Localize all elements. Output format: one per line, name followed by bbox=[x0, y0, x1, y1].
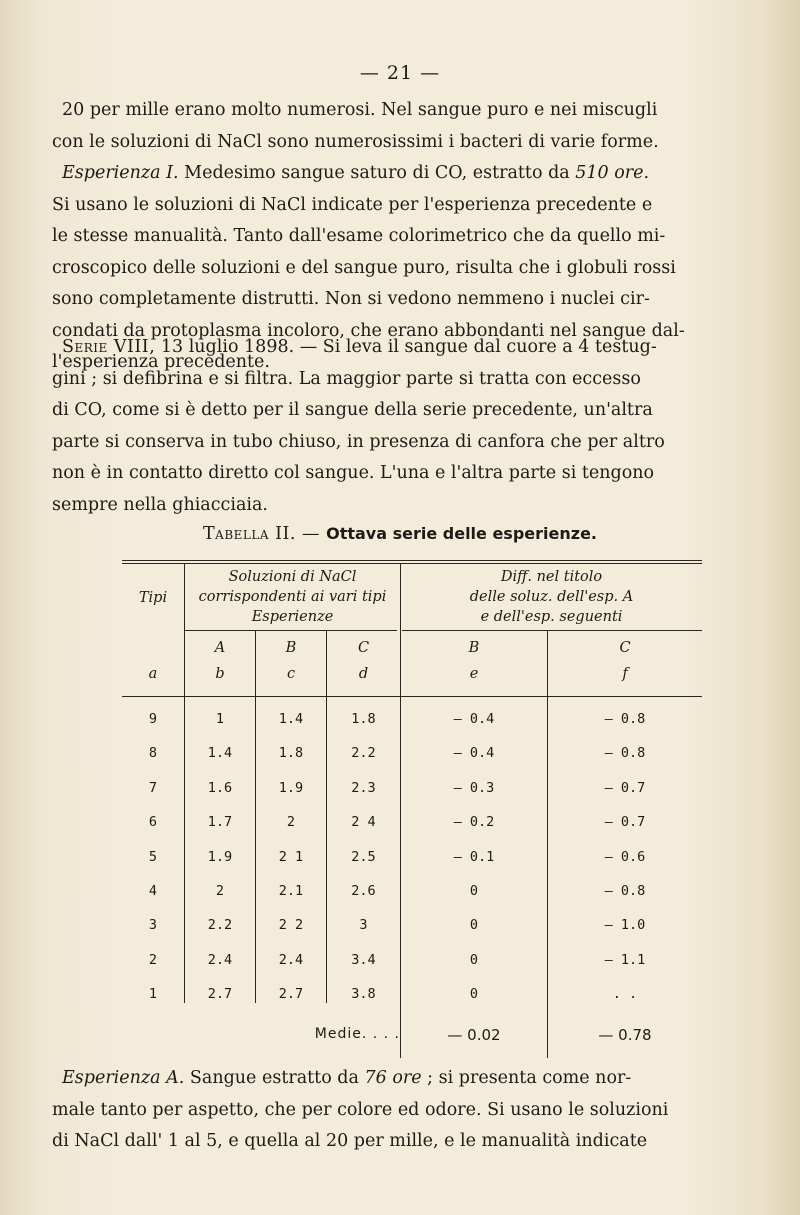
text-line: l'esperienza precedente. bbox=[52, 352, 270, 372]
series-label: Serie VIII, bbox=[62, 337, 156, 357]
table-cell-c: 2 4 bbox=[351, 814, 376, 830]
table-cell-a: 2 bbox=[215, 883, 225, 899]
header-group-solutions: Soluzioni di NaCl corrispondenti ai vari tipi Esperienze bbox=[198, 569, 387, 625]
table-cell-a: 1.7 bbox=[207, 814, 233, 830]
text-line: gini ; si defibrina e si filtra. La maggior parte si tratta con eccesso bbox=[52, 368, 641, 389]
table-cell-db: — 0.3 bbox=[453, 780, 495, 796]
table-cell-tipo: 3 bbox=[148, 917, 158, 933]
table-cell-tipo: 2 bbox=[148, 952, 158, 968]
table-cell-tipo: 7 bbox=[148, 780, 158, 796]
header-group-rule bbox=[185, 630, 397, 631]
header-tipi: Tipi bbox=[138, 590, 168, 606]
table-cell-dc: — 0.6 bbox=[604, 849, 646, 865]
column-letter: e bbox=[469, 666, 479, 682]
text-line: condati da protoplasma incoloro, che erano abbondanti nel sangue dal- bbox=[52, 320, 685, 341]
table-cell-dc: — 0.8 bbox=[604, 711, 646, 727]
text-line: parte si conserva in tubo chiuso, in presenza di canfora che per altro bbox=[52, 431, 665, 452]
text-line: croscopico delle soluzioni e del sangue puro, risulta che i globuli rossi bbox=[52, 257, 676, 278]
text-line: le stesse manualità. Tanto dall'esame colorimetrico che da quello mi- bbox=[52, 226, 666, 246]
table-cell-c: 2.2 bbox=[351, 745, 376, 761]
table-cell-b: 1.4 bbox=[278, 711, 304, 727]
table-cell-a: 1.6 bbox=[207, 780, 233, 796]
table-cell-dc: — 0.8 bbox=[604, 745, 646, 761]
table-cell-db: — 0.4 bbox=[453, 711, 495, 727]
table-cell-tipo: 4 bbox=[148, 883, 158, 899]
table-cell-dc: — 1.1 bbox=[604, 952, 646, 968]
table-cell-dc: — 1.0 bbox=[604, 917, 646, 933]
table-cell-db: 0 bbox=[469, 917, 479, 933]
table-cell-dc: — 0.8 bbox=[604, 883, 646, 899]
text-line: sono completamente distrutti. Non si vedono nemmeno i nuclei cir- bbox=[52, 289, 650, 309]
table-cell-tipo: 6 bbox=[148, 814, 158, 830]
table-cell-c: 1.8 bbox=[351, 711, 376, 727]
header-sub-b: B bbox=[285, 640, 297, 656]
table-top-rule bbox=[122, 560, 702, 561]
paragraph-esperienza-a bbox=[52, 1063, 752, 1158]
table-top-rule-double bbox=[122, 563, 702, 564]
page-number: — 21 — bbox=[359, 62, 441, 84]
header-sub-c: C bbox=[357, 640, 370, 656]
table-cell-dc: . . bbox=[612, 986, 638, 1002]
experiment-label: Esperienza I. bbox=[62, 163, 179, 183]
text-line: 20 per mille erano molto numerosi. Nel sangue puro e nei miscugli bbox=[62, 100, 658, 120]
table-cell-a: 2.4 bbox=[207, 952, 233, 968]
table-cell-a: 1.9 bbox=[207, 849, 233, 865]
header-sub-diff-c: C bbox=[619, 640, 631, 656]
table-cell-c: 2.5 bbox=[351, 849, 376, 865]
column-letter: b bbox=[215, 666, 225, 682]
table-cell-db: 0 bbox=[469, 883, 479, 899]
column-letter: f bbox=[622, 666, 628, 682]
text-line: Serie VIII, 13 luglio 1898. — Si leva il sangue dal cuore a 4 testug- bbox=[62, 337, 657, 357]
mean-diff-b: — 0.02 bbox=[447, 1026, 501, 1044]
table-cell-b: 2 1 bbox=[278, 849, 304, 865]
text-line: sempre nella ghiacciaia. bbox=[52, 494, 268, 515]
table-cell-b: 1.9 bbox=[278, 780, 304, 796]
table-cell-b: 2.1 bbox=[278, 883, 304, 899]
table-cell-db: — 0.2 bbox=[453, 814, 495, 830]
header-sub-a: A bbox=[214, 640, 226, 656]
text-line: male tanto per aspetto, che per colore ed odore. Si usano le soluzioni bbox=[52, 1099, 669, 1120]
text-line: Esperienza A. Sangue estratto da 76 ore ; si presenta come nor- bbox=[62, 1068, 632, 1088]
header-sub-diff-b: B bbox=[468, 640, 480, 656]
table-cell-tipo: 9 bbox=[148, 711, 158, 727]
table-cell-a: 2.7 bbox=[207, 986, 233, 1002]
header-group-diff: Diff. nel titolo delle soluz. dell'esp. A e dell'esp. seguenti bbox=[469, 569, 634, 625]
text-line: Esperienza I. Medesimo sangue saturo di CO, estratto da 510 ore. bbox=[62, 163, 650, 183]
text-line: di NaCl dall' 1 al 5, e quella al 20 per mille, e le manualità indicate bbox=[52, 1131, 648, 1151]
table-cell-tipo: 8 bbox=[148, 745, 158, 761]
table-cell-b: 2 2 bbox=[278, 917, 304, 933]
table-cell-dc: — 0.7 bbox=[604, 780, 646, 796]
table-cell-tipo: 1 bbox=[148, 986, 158, 1002]
mean-diff-c: — 0.78 bbox=[598, 1026, 652, 1044]
table-cell-db: — 0.1 bbox=[453, 849, 495, 865]
experiment-label: Esperienza A. bbox=[62, 1068, 185, 1088]
table-cell-db: — 0.4 bbox=[453, 745, 495, 761]
table-cell-c: 3 bbox=[359, 917, 368, 933]
table-cell-b: 2.7 bbox=[278, 986, 304, 1002]
column-letter: d bbox=[358, 666, 369, 682]
column-letter: a bbox=[148, 666, 158, 682]
text-line: non è in contatto diretto col sangue. L'una e l'altra parte si tengono bbox=[52, 463, 655, 483]
table-cell-c: 3.4 bbox=[351, 952, 376, 968]
table-cell-c: 2.3 bbox=[351, 780, 376, 796]
table-cell-c: 3.8 bbox=[351, 986, 376, 1002]
table-cell-b: 2 bbox=[286, 814, 296, 830]
header-bottom-rule bbox=[122, 696, 702, 697]
table-title: Tabella II. — Ottava serie delle esperienze. bbox=[202, 524, 597, 544]
column-letter: c bbox=[286, 666, 296, 682]
text-line: con le soluzioni di NaCl sono numerosissimi i bacteri di varie forme. bbox=[52, 131, 659, 152]
table-cell-a: 2.2 bbox=[207, 917, 233, 933]
table-cell-tipo: 5 bbox=[148, 849, 158, 865]
table-cell-db: 0 bbox=[469, 986, 479, 1002]
table-cell-a: 1.4 bbox=[207, 745, 233, 761]
table-cell-dc: — 0.7 bbox=[604, 814, 646, 830]
table-cell-db: 0 bbox=[469, 952, 479, 968]
means-label: Medie. . . . bbox=[314, 1026, 400, 1042]
header-group-rule bbox=[402, 630, 702, 631]
table-cell-b: 1.8 bbox=[278, 745, 304, 761]
text-line: di CO, come si è detto per il sangue della serie precedente, un'altra bbox=[52, 400, 653, 420]
table-cell-a: 1 bbox=[215, 711, 225, 727]
table-cell-b: 2.4 bbox=[278, 952, 304, 968]
text-line: Si usano le soluzioni di NaCl indicate per l'esperienza precedente e bbox=[52, 194, 653, 215]
table-cell-c: 2.6 bbox=[351, 883, 376, 899]
